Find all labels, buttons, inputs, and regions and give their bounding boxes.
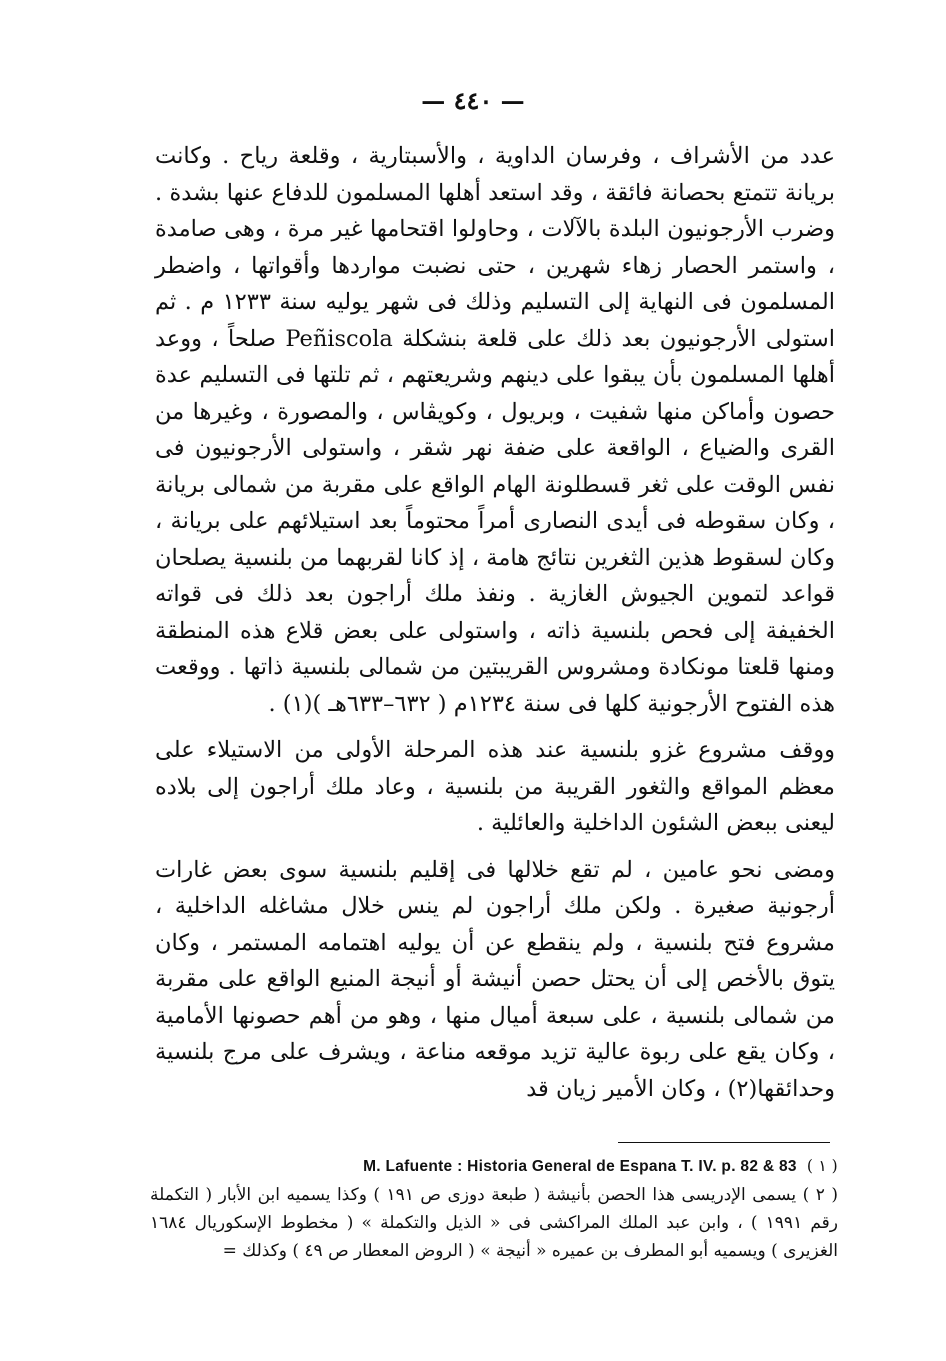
- footnote-2-text: ( ٢ ) يسمى الإدريسى هذا الحصن بأنيشة ( طبعة دوزى ص ١٩١ ) وكذا يسميه ابن الأبار ( التكملة رقم ١٩٩١ ) ، وابن عبد الملك المراكشى فى « الذيل والتكملة » ( مخطوط الإسكوريال ١٦٨٤ الغزيرى ) ويسميه أبو المطرف بن عميره « أنيجة » ( الروض المعطار ص ٤٩ ) وكذلك =: [150, 1185, 838, 1261]
- footnote-1-text: M. Lafuente : Historia General de Espana T. IV. p. 82 & 83: [363, 1158, 797, 1175]
- footnote-divider: [618, 1142, 830, 1143]
- main-text: [155, 138, 835, 1107]
- footnote-1: [150, 1152, 838, 1181]
- paragraph: ووقف مشروع غزو بلنسية عند هذه المرحلة الأولى من الاستيلاء على معظم المواقع والثغور القريبة من بلنسية ، وعاد ملك أراجون إلى بلاده ليعنى ببعض الشئون الداخلية والعائلية .: [155, 737, 835, 836]
- footnote-2: [150, 1181, 838, 1265]
- paragraph: ومضى نحو عامين ، لم تقع خلالها فى إقليم بلنسية سوى بعض غارات أرجونية صغيرة . ولكن ملك أراجون لم ينس خلال مشاغله الداخلية ، مشروع فتح بلنسية ، ولم ينقطع عن أن يوليه اهتمامه المستمر ، وكان يتوق بالأخص إلى أن يحتل حصن أنيشة أو أنيجة المنيع الواقع على مقربة من شمالى بلنسية ، على سبعة أميال منها ، وهو من أهم حصونها الأمامية ، وكان يقع على ربوة عالية تزيد موقعه مناعة ، ويشرف على مرج بلنسية وحدائقها(٢) ، وكان الأمير زيان قد: [155, 856, 835, 1102]
- paragraph: عدد من الأشراف ، وفرسان الداوية ، والأسبتارية ، وقلعة رياح . وكانت بريانة تتمتع بحصانة فائقة ، وقد استعد أهلها المسلمون للدفاع عنها بشدة . وضرب الأرجونيون البلدة بالآلات ، وحاولوا اقتحامها غير مرة ، وهى صامدة ، واستمر الحصار زهاء شهرين ، حتى نضبت مواردها وأقواتها ، واضطر المسلمون فى النهاية إلى التسليم وذلك فى شهر يوليه سنة ١٢٣٣ م . ثم استولى الأرجونيون بعد ذلك على قلعة بنشكلة Peñiscola صلحاً ، ووعد أهلها المسلمون بأن يبقوا على دينهم وشريعتهم ، ثم تلتها فى التسليم عدة حصون وأماكن منها شفيت ، وبريول ، وكويڤاس ، والمصورة ، وغيرها من القرى والضياع ، الواقعة على ضفة نهر شقر ، واستولى الأرجونيون فى نفس الوقت على ثغر قسطلونة الهام الواقع على مقربة من شمالى بريانة ، وكان سقوطه فى أيدى النصارى أمراً محتوماً بعد استيلائهم على بريانة ، وكان لسقوط هذين الثغرين نتائج هامة ، إذ كانا لقربهما من بلنسية يصلحان قواعد لتموين الجيوش الغازية . ونفذ ملك أراجون بعد ذلك فى قواته الخفيفة إلى فحص بلنسية ذاته ، واستولى على بعض قلاع هذه المنطقة ومنها قلعتا مونكادة ومشروس القريبتين من شمالى بلنسية ذاتها . ووقعت هذه الفتوح الأرجونية كلها فى سنة ١٢٣٤م ( ٦٣٢–٦٣٣هـ )(١) .: [155, 143, 835, 717]
- page-number: — ٤٤٠ —: [421, 86, 525, 115]
- footnote-1-marker: ( ١ ): [806, 1157, 838, 1175]
- footnotes: [150, 1152, 838, 1265]
